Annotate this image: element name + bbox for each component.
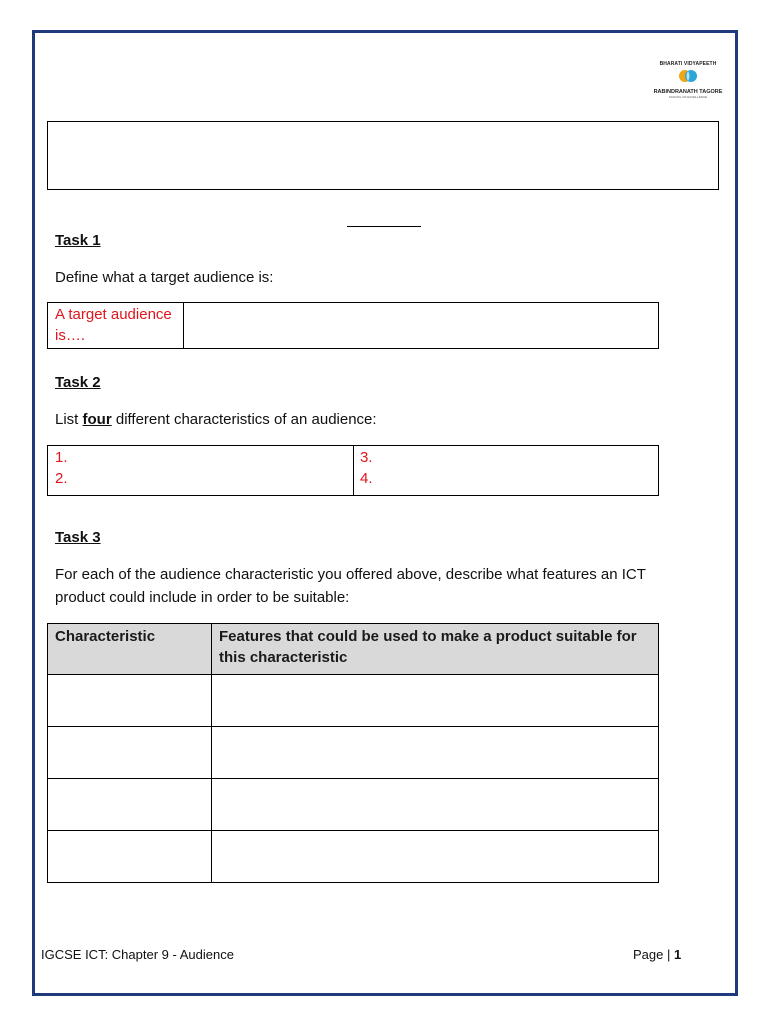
- task3-prompt-line2: product could include in order to be suitable:: [55, 589, 350, 606]
- task2-prompt-after: different characteristics of an audience:: [111, 411, 377, 428]
- school-logo: [648, 61, 728, 101]
- title-underline: [347, 226, 421, 227]
- task2-heading: Task 2: [55, 374, 101, 391]
- title-box: [47, 121, 719, 190]
- task2-left-cell[interactable]: [48, 446, 354, 495]
- logo-sub-text: SCHOOL OF EXCELLENCE: [668, 95, 708, 99]
- task1-answer-box: [47, 302, 659, 349]
- characteristic-cell[interactable]: [48, 831, 212, 883]
- task3-prompt-line1: For each of the audience characteristic you offered above, describe what features an ICT: [55, 566, 646, 583]
- task2-right-cell[interactable]: [354, 446, 658, 495]
- task3-header-row: [48, 624, 659, 675]
- table-row: [48, 727, 659, 779]
- col-header-features: Features that could be used to make a product suitable for this characteristic: [212, 624, 659, 675]
- task2-prompt-before: List: [55, 411, 83, 428]
- logo-main-text: RABINDRANATH TAGORE: [653, 89, 723, 95]
- task3-prompt: [55, 563, 646, 609]
- footer-page-number: [633, 947, 681, 962]
- characteristic-cell[interactable]: [48, 675, 212, 727]
- task2-item-3: 3.: [360, 449, 373, 466]
- task1-answer-field[interactable]: [184, 303, 658, 348]
- task3-heading: Task 3: [55, 529, 101, 546]
- characteristic-cell[interactable]: [48, 727, 212, 779]
- features-cell[interactable]: [212, 727, 659, 779]
- task1-heading: Task 1: [55, 232, 101, 249]
- features-cell[interactable]: [212, 831, 659, 883]
- task2-item-4: 4.: [360, 470, 373, 487]
- task2-item-2: 2.: [55, 470, 68, 487]
- features-cell[interactable]: [212, 675, 659, 727]
- footer-page-value: 1: [673, 947, 682, 962]
- features-cell[interactable]: [212, 779, 659, 831]
- task3-table: [47, 623, 659, 883]
- characteristic-cell[interactable]: [48, 779, 212, 831]
- footer-page-label: Page |: [633, 947, 674, 962]
- table-row: [48, 779, 659, 831]
- table-row: [48, 675, 659, 727]
- logo-top-text: BHARATI VIDYAPEETH: [659, 61, 717, 67]
- task2-item-1: 1.: [55, 449, 68, 466]
- task1-answer-start: A target audience is….: [48, 303, 184, 348]
- table-row: [48, 831, 659, 883]
- task2-prompt-bold: four: [82, 411, 112, 428]
- task2-prompt: [55, 408, 377, 431]
- task2-answer-box: [47, 445, 659, 496]
- col-header-characteristic: Characteristic: [48, 624, 212, 675]
- task1-prompt: Define what a target audience is:: [55, 269, 274, 286]
- footer-chapter-label: IGCSE ICT: Chapter 9 - Audience: [41, 947, 234, 962]
- logo-emblem-icon: [676, 68, 700, 84]
